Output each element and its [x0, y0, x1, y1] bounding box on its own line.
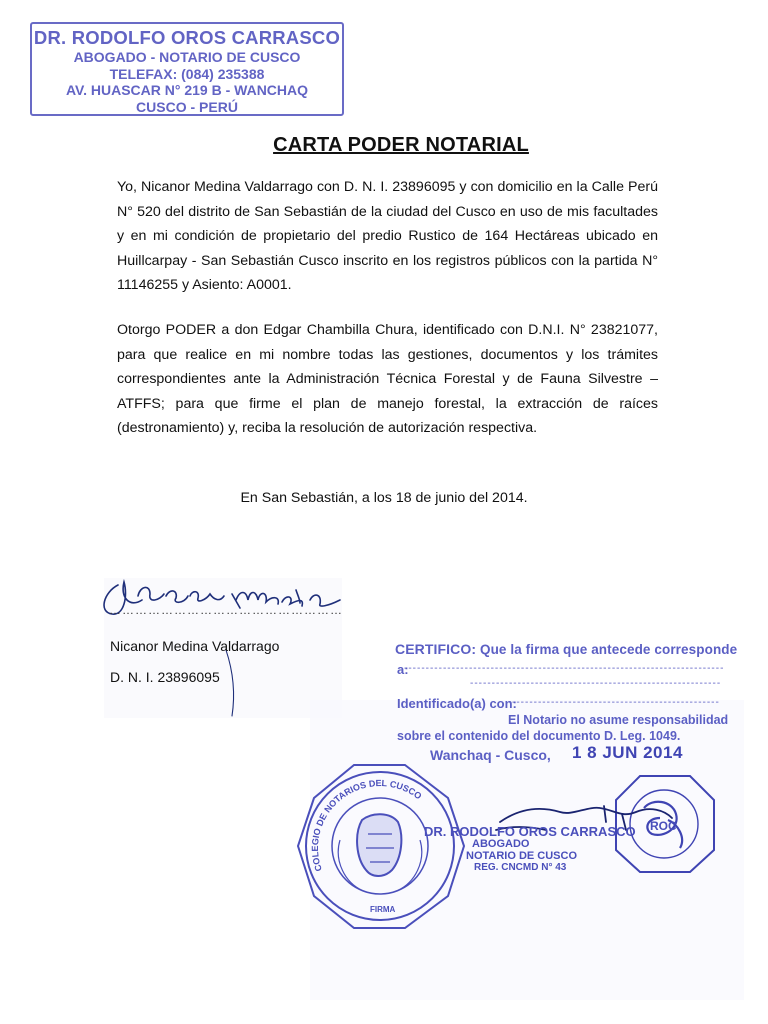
- lower-stamp-name: DR. RODOLFO OROS CARRASCO: [424, 824, 636, 839]
- certification-place: Wanchaq - Cusco,: [430, 747, 551, 763]
- signatory-dni: D. N. I. 23896095: [110, 669, 220, 685]
- monogram-text: ROC: [650, 819, 677, 833]
- certification-line-5: sobre el contenido del documento D. Leg. 1049.: [397, 729, 681, 743]
- stamp-city: CUSCO - PERÚ: [136, 98, 238, 115]
- certification-date: 1 8 JUN 2014: [572, 743, 683, 762]
- seal-ring-textpath: COLEGIO DE NOTARIOS DEL CUSCO: [309, 778, 424, 873]
- signatory-name: Nicanor Medina Valdarrago: [110, 638, 280, 654]
- lower-stamp-role: ABOGADO: [472, 838, 530, 850]
- lower-stamp-title: NOTARIO DE CUSCO: [466, 850, 578, 862]
- certification-fill-line-3: ------------------------------------------------: [512, 697, 720, 708]
- stamp-notary-role: ABOGADO - NOTARIO DE CUSCO: [73, 49, 301, 65]
- body-paragraph-1: Yo, Nicanor Medina Valdarrago con D. N. I. 23896095 y con domicilio en la Calle Perú N° 520 del distrito de San Sebastián de la ciudad del Cusco en uso de mis facultades y en mi condición de propietario del predio Rustico de 164 Hectáreas ubicado en Huillcarpay - San Sebastián Cusco inscrito en los registros públicos con la partida N° 11146255 y Asiento: A0001.: [117, 179, 658, 294]
- certification-line-1: [395, 641, 737, 657]
- certification-fill-line-1: --------------------------------------------------------------------------: [404, 663, 725, 674]
- signature-line: ………………………………………………: [109, 603, 343, 617]
- stamp-address: AV. HUASCAR N° 219 B - WANCHAQ: [65, 82, 309, 98]
- document-title: CARTA PODER NOTARIAL: [273, 134, 529, 156]
- date-line: En San Sebastián, a los 18 de junio del 2014.: [240, 490, 528, 506]
- certification-text: Que la firma que antecede corresponde: [479, 642, 738, 657]
- certification-line-3: Identificado(a) con:: [397, 696, 517, 711]
- stamp-notary-name: DR. RODOLFO OROS CARRASCO: [33, 27, 341, 48]
- certification-label: CERTIFICO:: [395, 641, 477, 657]
- certification-fill-line-2: ----------------------------------------------------------: [470, 678, 722, 689]
- seal-bottom-text: FIRMA: [370, 905, 396, 914]
- body-paragraph-2: Otorgo PODER a don Edgar Chambilla Chura, identificado con D.N.I. N° 23821077, para que realice en mi nombre todas las gestiones, documentos y los trámites correspondientes ante la Administración Técnica Forestal y de Fauna Silvestre – ATFFS; para que firme el plan de manejo forestal, la extracción de raíces (destronamiento) y, reciba la resolución de autorización respectiva.: [117, 322, 658, 437]
- certification-line-4: El Notario no asume responsabilidad: [508, 713, 729, 727]
- certification-line-2: a:: [397, 662, 409, 677]
- stamp-telefax: TELEFAX: (084) 235388: [109, 65, 265, 82]
- lower-stamp-reg: REG. CNCMD N° 43: [474, 862, 567, 873]
